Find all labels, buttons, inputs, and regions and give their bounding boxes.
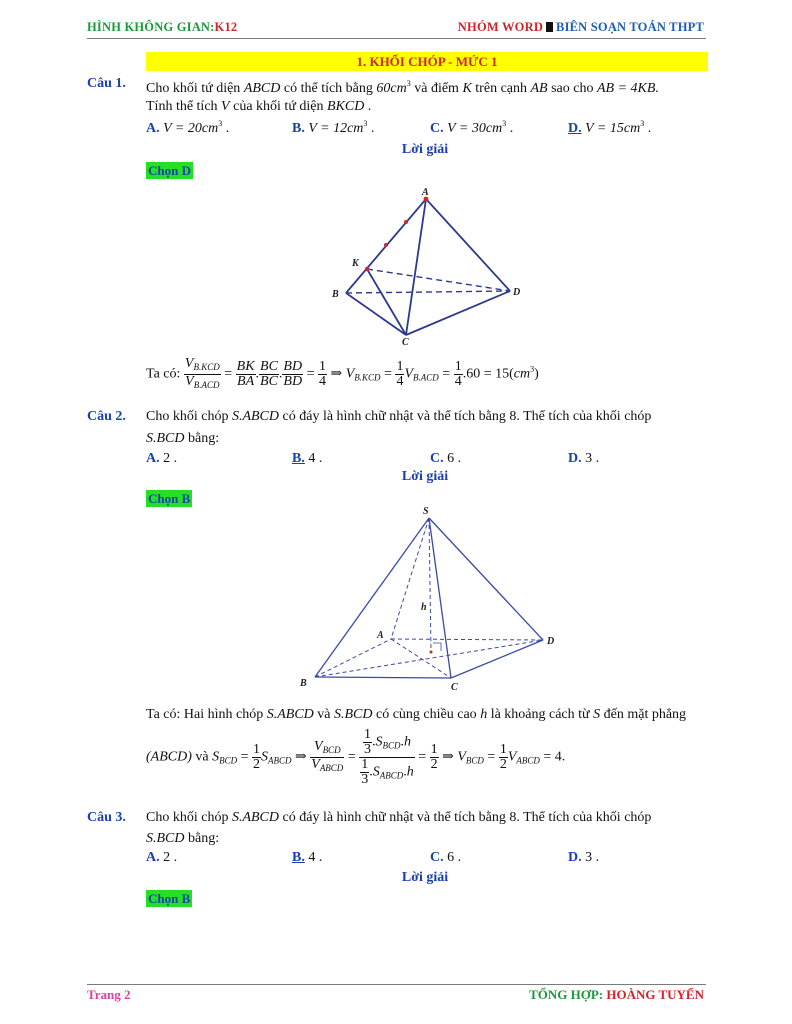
square-icon [546,22,553,32]
q1-text-b: có thể tích bằng [283,81,373,96]
frac-bd-bd: $\frac{BD}{BD}$ [283,359,303,389]
q1-solution-label: Lời giải [401,142,449,157]
q3-text-line2: S.BCD bằng: [146,831,220,846]
q1-cond: AB = 4KB. [597,81,659,96]
q1-v: V [221,99,230,114]
section-title: 1. KHỐI CHÓP - MỨC 1 [146,52,708,71]
q1-text-e: sao cho [551,81,594,96]
header-grade: K12 [214,20,238,34]
q2-formula: (ABCD) và $S_{BCD}$ = $\frac{1}{2}$ $S_{ABCD}$ ⇒ $\frac{V_{BCD}}{V_{ABCD}}$ = $\frac{1}{3}$ $.S_{BCD}.h$ $\frac{1}{3}$ $.S_{ABCD}.h$ = $\frac{1}{2}$ ⇒ $V_{BCD}$ = $\frac{1}{2}$ $V_{ABCD} = 4$. [146,727,566,787]
q3-option-c[interactable]: C. 6 . [430,850,462,865]
footer-divider [87,984,706,985]
q1-label: Câu 1. [87,76,126,91]
frac-v-ratio: $\frac{V_{B.KCD}}{V_{B.ACD}}$ [184,356,220,390]
fig2-label-s: S [423,506,429,517]
q2-text: Cho khối chóp S.ABCD có đáy là hình chữ nhật và thể tích bằng 8. Thể tích của khối chóp [146,409,652,424]
q1-option-a[interactable]: A. $V = 20cm^3$ . [146,119,230,136]
frac-one-quarter-c: $\frac{1}{4}$ [454,359,462,389]
q2-pyramid-figure [295,502,565,692]
fig1-label-b: B [332,289,339,300]
q1-tetrahedron-figure [320,185,530,345]
q1-ta-co: Ta có: [146,366,181,382]
footer-author: TỔNG HỢP: HOÀNG TUYẾN [529,987,704,1002]
frac-volume-ratio: $\frac{1}{3}$ $.S_{BCD}.h$ $\frac{1}{3}$ $.S_{ABCD}.h$ [361,727,414,787]
q1-text-d: trên cạnh [475,81,527,96]
header-editor: BIÊN SOẠN TOÁN THPT [556,20,704,34]
q3-option-b[interactable]: B. 4 . [292,850,323,865]
q2-result: = 4. [543,749,566,765]
q1-vol: 60 [376,81,391,96]
q2-solution-label: Lời giải [401,469,449,484]
frac-bk-ba: $\frac{BK}{BA}$ [236,359,255,389]
header-divider [87,38,706,39]
q1-ab: AB [530,81,548,96]
q3-option-d[interactable]: D. 3 . [568,850,600,865]
q1-text-c: và điểm [414,81,459,96]
q3-label: Câu 3. [87,810,126,825]
q2-label: Câu 2. [87,409,126,424]
q1-text-line2: Tính thể tích V của khối tứ diện BKCD . [146,99,372,114]
q1-result: .60 = 15 [462,366,510,382]
q1-unit: cm [390,81,407,96]
q3-text: Cho khối chóp S.ABCD có đáy là hình chữ nhật và thể tích bằng 8. Thể tích của khối chóp [146,810,652,825]
fig2-label-h: h [421,602,427,613]
q1-text-a: Cho khối tứ diện [146,81,241,96]
q2-choice-badge: Chọn B [148,491,191,506]
fig2-label-b: B [300,678,307,689]
fig1-label-c: C [402,337,409,345]
fig1-label-a: A [422,187,429,198]
q3-choice-badge: Chọn B [148,891,191,906]
q1-bkcd: BKCD [327,99,365,114]
q1-formula: Ta có: $\frac{V_{B.KCD}}{V_{B.ACD}}$ = $\frac{BK}{BA}$ . $\frac{BC}{BC}$ . $\frac{BD}{BD}$ = $\frac{1}{4}$ ⇒ $V_{B.KCD}$ = $\frac{1}{4}$ $V_{B.ACD}$ = $\frac{1}{4}$ $.60 = 15(cm^3)$ [146,356,539,390]
q2-option-c[interactable]: C. 6 . [430,451,462,466]
q1-abcd: ABCD [243,81,281,96]
q3-option-a[interactable]: A. 2 . [146,850,178,865]
header-left [87,20,237,35]
frac-one-quarter-a: $\frac{1}{4}$ [319,359,326,389]
q1-text: Cho khối tứ diện ABCD có thể tích bằng $60cm^3$ và điểm K trên cạnh AB sao cho AB = 4KB. [146,79,659,96]
header-right [458,20,704,35]
frac-bc-bc: $\frac{BC}{BC}$ [260,359,278,389]
q3-solution-label: Lời giải [401,870,449,885]
fig2-label-d: D [547,636,555,647]
fig1-label-k: K [352,258,359,269]
q1-line2-b: của khối tứ diện [233,99,324,114]
fig2-label-c: C [451,682,458,692]
q1-option-c[interactable]: C. $V = 30cm^3$ . [430,119,514,136]
q2-solution-text: Ta có: Hai hình chóp S.ABCD và S.BCD có cùng chiều cao h là khoảng cách từ S đến mặt phẳng [146,707,687,722]
q2-option-a[interactable]: A. 2 . [146,451,178,466]
frac-one-quarter-b: $\frac{1}{4}$ [396,359,404,389]
header-group: NHÓM WORD [457,20,544,34]
q1-option-d[interactable]: D. $V = 15cm^3$ . [568,119,652,136]
fig1-label-d: D [513,287,521,298]
q1-option-b[interactable]: B. $V = 12cm^3$ . [292,119,375,136]
q1-choice-badge: Chọn D [148,163,191,178]
header-subject: HÌNH KHÔNG GIAN: [87,20,215,34]
q1-k: K [462,81,472,96]
page-number: Trang 2 [87,987,131,1002]
fig2-label-a: A [377,630,384,641]
q2-option-d[interactable]: D. 3 . [568,451,600,466]
q2-option-b[interactable]: B. 4 . [292,451,323,466]
q2-text-line2: S.BCD bằng: [146,431,220,446]
q1-line2-a: Tính thể tích [146,99,218,114]
